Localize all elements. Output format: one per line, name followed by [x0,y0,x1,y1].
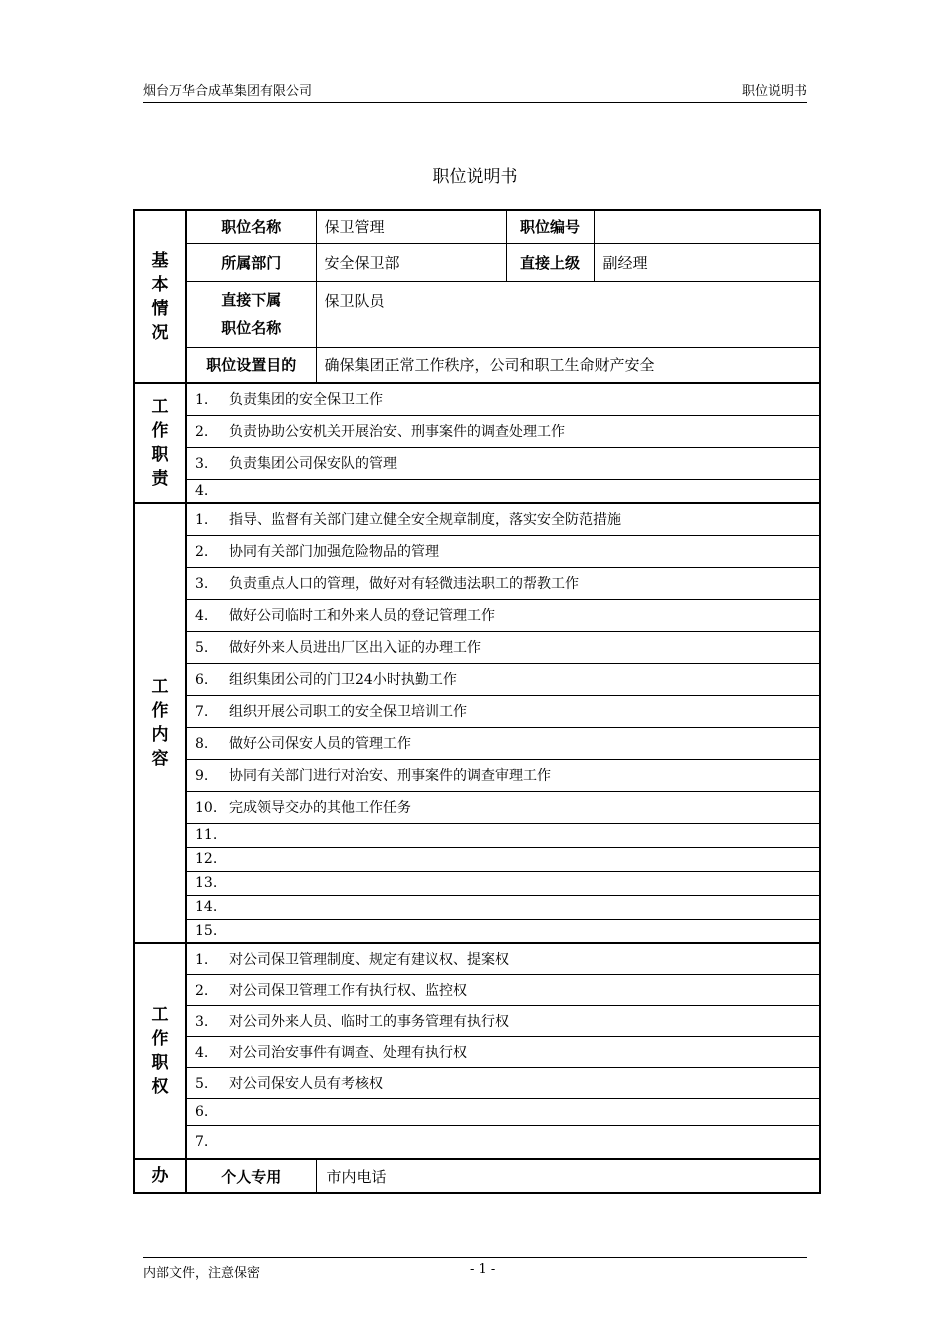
content-item-number: 14. [195,899,218,915]
content-row [134,695,820,727]
personal-use-value: 市内电话 [316,1159,820,1193]
authority-item [186,1036,820,1067]
subordinate-label-line2: 职位名称 [221,319,282,337]
section-content-char-2: 作 [151,701,169,721]
content-item [186,663,820,695]
content-item-text: 组织开展公司职工的安全保卫培训工作 [229,704,467,720]
content-item-number: 2. [195,544,209,560]
section-basic-char-3: 情 [151,298,169,319]
content-row [134,599,820,631]
purpose-label: 职位设置目的 [186,347,316,383]
authority-item-text: 对公司保卫管理工作有执行权、监控权 [229,982,467,999]
authority-item-text: 对公司保卫管理制度、规定有建议权、提案权 [229,951,509,968]
content-item-number: 8. [195,736,209,752]
subordinate-label-line1: 直接下属 [221,291,282,309]
duty-item-number: 2. [195,424,209,440]
content-item [186,631,820,663]
document-title: 职位说明书 [432,167,518,187]
content-item-number: 1. [195,512,209,529]
authority-row [134,1098,820,1125]
content-item-number: 12. [195,851,218,867]
page-header [143,80,807,103]
content-row [134,535,820,567]
content-row [134,663,820,695]
subordinate-label [186,281,316,347]
content-item-text: 做好外来人员进出厂区出入证的办理工作 [229,640,481,656]
position-name-value: 保卫管理 [316,210,506,243]
position-no-value [594,210,820,243]
authority-item [186,1125,820,1159]
duty-row [134,479,820,503]
section-basic-char-4: 况 [151,322,169,343]
content-item-number: 10. [195,800,218,816]
authority-item-text: 对公司保安人员有考核权 [229,1075,383,1092]
position-name-label: 职位名称 [186,210,316,243]
content-item-text: 负责重点人口的管理，做好对有轻微违法职工的帮教工作 [229,576,579,592]
section-office: 办 [134,1159,186,1193]
authority-item [186,1098,820,1125]
row-subordinate [134,281,820,347]
content-item [186,503,820,535]
office-row [134,1159,820,1193]
content-row [134,895,820,919]
content-item [186,567,820,599]
section-duties-char-3: 职 [151,445,169,465]
content-item [186,895,820,919]
content-item [186,919,820,943]
content-item-number: 4. [195,608,209,624]
row-purpose [134,347,820,383]
authority-item-number: 2. [195,982,209,999]
purpose-value: 确保集团正常工作秩序，公司和职工生命财产安全 [316,347,820,383]
superior-value: 副经理 [594,243,820,281]
superior-label: 直接上级 [506,243,594,281]
duty-row [134,383,820,415]
content-row [134,567,820,599]
authority-item-number: 6. [195,1103,209,1120]
row-position-name [134,210,820,243]
section-content-char-3: 内 [151,725,169,745]
authority-item-text: 对公司治安事件有调查、处理有执行权 [229,1044,467,1061]
duty-item-text: 负责集团的安全保卫工作 [229,392,383,409]
footer-divider [143,1257,807,1258]
content-item-text: 做好公司保安人员的管理工作 [229,736,411,752]
content-item-number: 15. [195,922,218,939]
content-item-number: 3. [195,576,209,592]
content-item-text: 完成领导交办的其他工作任务 [229,800,411,816]
duty-row [134,447,820,479]
authority-item-number: 7. [195,1133,209,1150]
section-basic-info [134,210,186,383]
authority-item [186,974,820,1005]
section-basic-char-2: 本 [151,274,169,295]
authority-item [186,943,820,974]
content-row [134,871,820,895]
content-item-text: 协同有关部门进行对治安、刑事案件的调查审理工作 [229,768,551,784]
header-doc-type: 职位说明书 [741,84,807,99]
duty-row [134,415,820,447]
content-item-text: 组织集团公司的门卫24小时执勤工作 [229,672,457,688]
content-row [134,847,820,871]
section-authority-char-2: 作 [151,1029,169,1049]
authority-item-text: 对公司外来人员、临时工的事务管理有执行权 [229,1013,509,1030]
department-label: 所属部门 [186,243,316,281]
authority-item-number: 1. [195,951,209,968]
footer-note: 内部文件，注意保密 [143,1266,261,1281]
department-value: 安全保卫部 [316,243,506,281]
section-duties-char-1: 工 [151,397,169,417]
authority-item-number: 4. [195,1044,209,1061]
content-item [186,823,820,847]
authority-row [134,1067,820,1098]
duty-item-number: 3. [195,456,209,472]
authority-item [186,1067,820,1098]
duty-item-text: 负责集团公司保安队的管理 [229,456,397,472]
authority-row [134,974,820,1005]
content-item-number: 11. [195,827,218,843]
content-item [186,759,820,791]
content-item [186,727,820,759]
section-authority [134,943,186,1159]
content-item-text: 做好公司临时工和外来人员的登记管理工作 [229,608,495,624]
section-content-char-4: 容 [151,749,169,769]
content-row [134,631,820,663]
content-item [186,535,820,567]
section-duties-char-4: 责 [151,469,169,489]
authority-row [134,1125,820,1159]
company-name: 烟台万华合成革集团有限公司 [143,84,313,99]
content-item-number: 7. [195,704,209,720]
duty-item [186,415,820,447]
authority-item [186,1005,820,1036]
content-item [186,871,820,895]
content-item-number: 13. [195,875,218,891]
page-number: - 1 - [470,1262,496,1277]
content-item-number: 9. [195,768,209,784]
content-row [134,759,820,791]
duty-item [186,479,820,503]
content-row [134,791,820,823]
content-row [134,503,820,535]
content-item-text: 指导、监督有关部门建立健全安全规章制度，落实安全防范措施 [229,512,621,529]
authority-item-number: 5. [195,1075,209,1092]
section-basic-char-1: 基 [151,250,169,271]
content-row [134,919,820,943]
content-item [186,791,820,823]
row-department [134,243,820,281]
content-row [134,727,820,759]
job-description-table [133,209,821,1194]
content-row [134,823,820,847]
content-item [186,695,820,727]
duty-item-text: 负责协助公安机关开展治安、刑事案件的调查处理工作 [229,424,565,440]
authority-row [134,1036,820,1067]
position-no-label: 职位编号 [506,210,594,243]
section-content-char-1: 工 [151,677,169,697]
content-item-text: 协同有关部门加强危险物品的管理 [229,544,439,560]
content-item-number: 5. [195,640,209,656]
section-duties-char-2: 作 [151,421,169,441]
section-authority-char-3: 职 [151,1053,169,1073]
duty-item [186,383,820,415]
authority-row [134,1005,820,1036]
section-authority-char-4: 权 [151,1077,169,1097]
content-item-number: 6. [195,672,209,688]
content-item [186,599,820,631]
personal-use-label: 个人专用 [186,1159,316,1193]
authority-row [134,943,820,974]
authority-item-number: 3. [195,1013,209,1030]
section-content [134,503,186,943]
section-duties [134,383,186,503]
section-authority-char-1: 工 [151,1005,169,1025]
duty-item [186,447,820,479]
duty-item-number: 1. [195,392,209,409]
subordinate-value: 保卫队员 [316,281,820,347]
content-item [186,847,820,871]
duty-item-number: 4. [195,482,209,499]
